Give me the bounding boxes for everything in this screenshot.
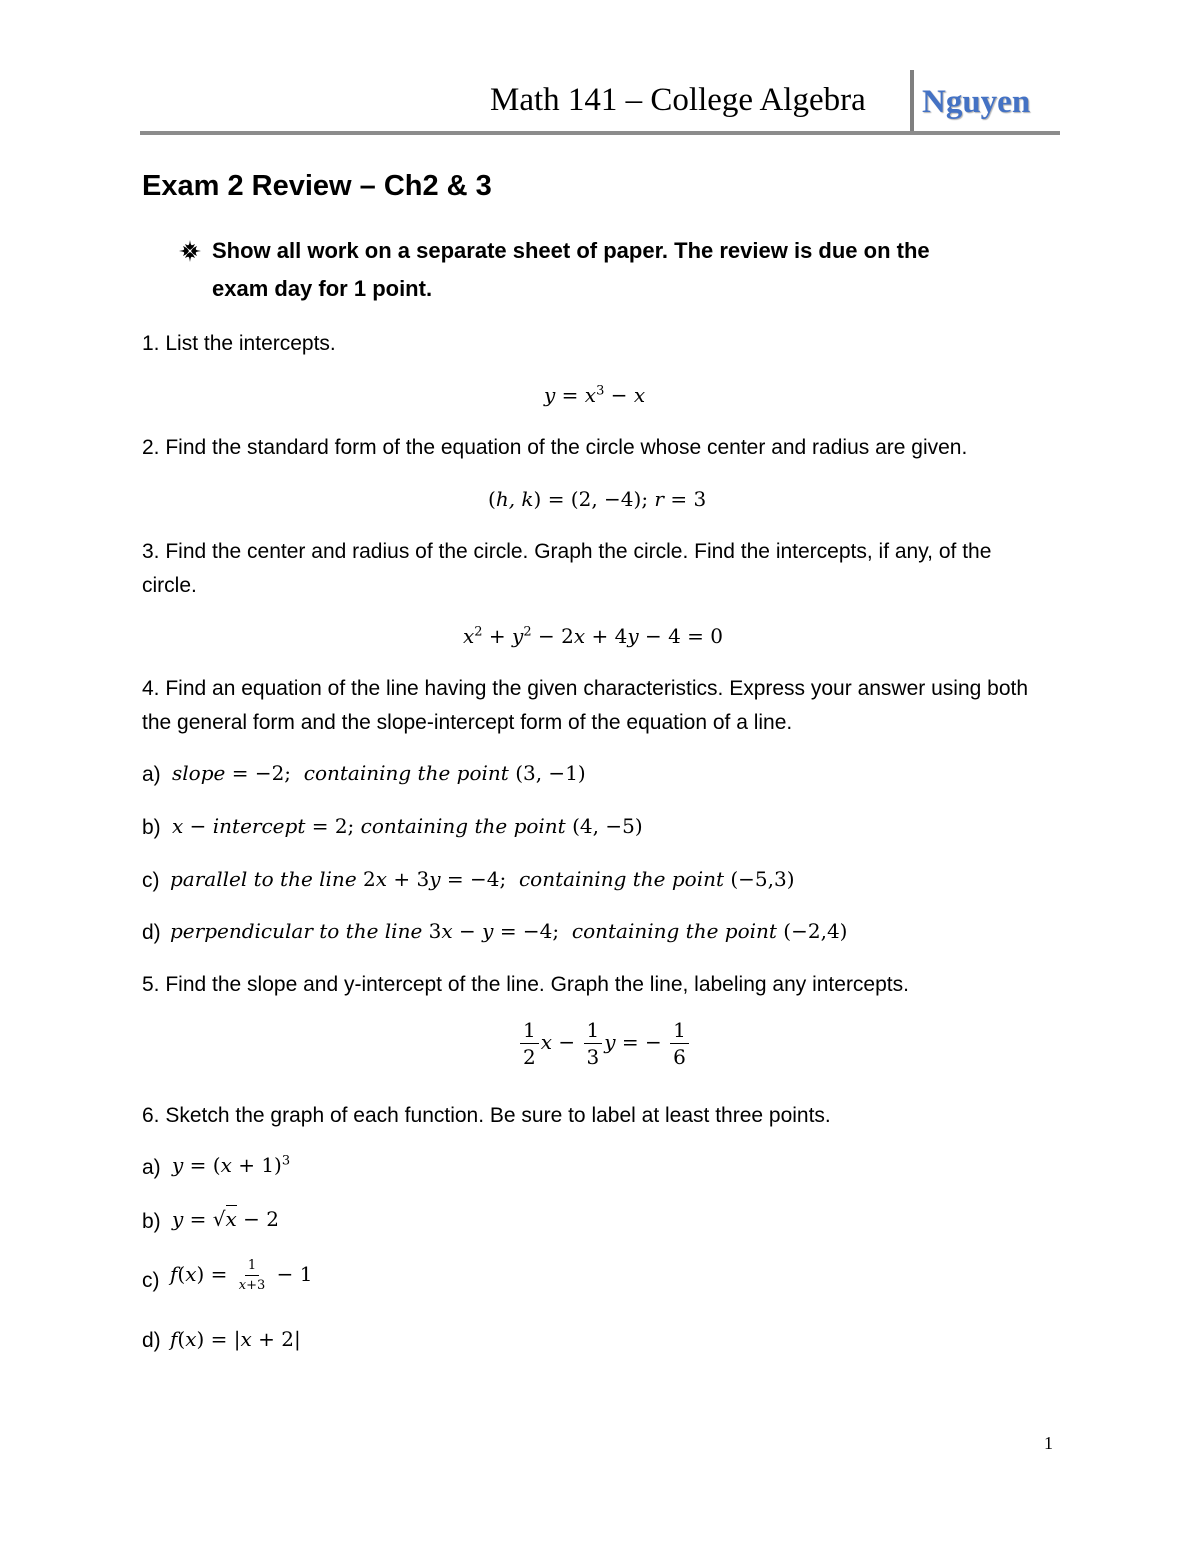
instruction-line-1: Show all work on a separate sheet of paper. The review is due on the [212, 238, 930, 263]
header-rule [140, 131, 1060, 135]
problem-4-text-line-1: 4. Find an equation of the line having the given characteristics. Express your answer using both [142, 677, 1029, 700]
instruction-line-2: exam day for 1 point. [212, 276, 433, 301]
problem-2-equation: (h, k) = (2, −4); r = 3 [488, 487, 707, 511]
problem-4-text-line-2: the general form and the slope-intercept form of the equation of a line. [142, 711, 793, 734]
header-vertical-divider [910, 70, 914, 132]
problem-4a-equation: slope = −2; containing the point (3, −1) [172, 761, 586, 785]
problem-6d-label: d) [142, 1329, 161, 1352]
problem-5-equation: $\frac{1}{2}$ x − $\frac{1}{3}$ y = − $\frac{1}{6}$ [518, 1020, 691, 1067]
problem-5-text: 5. Find the slope and y-intercept of the line. Graph the line, labeling any intercepts. [142, 973, 909, 996]
problem-4c-label: c) [142, 869, 160, 892]
problem-4d-label: d) [142, 921, 161, 944]
problem-4b-label: b) [142, 816, 161, 839]
problem-2-text: 2. Find the standard form of the equation of the circle whose center and radius are given. [142, 436, 968, 459]
problem-4b-equation: x − intercept = 2; containing the point (4, −5) [172, 814, 643, 838]
problem-4c-equation: parallel to the line 2x + 3y = −4; containing the point (−5,3) [170, 867, 795, 891]
problem-3-text-line-1: 3. Find the center and radius of the circle. Graph the circle. Find the intercepts, if any, of the [142, 540, 992, 563]
instructor-name: Nguyen [922, 84, 1031, 120]
page-number: 1 [1044, 1433, 1053, 1453]
page-title: Exam 2 Review – Ch2 & 3 [142, 170, 492, 202]
problem-3-text-line-2: circle. [142, 574, 197, 597]
course-title: Math 141 – College Algebra [490, 82, 866, 118]
problem-6c-equation: f(x) = $\frac{1}{x+3}$ − 1 [170, 1258, 313, 1293]
problem-6b-label: b) [142, 1210, 161, 1233]
problem-6c-label: c) [142, 1269, 160, 1292]
problem-1-equation: $y = x^3 - x$ [544, 383, 646, 407]
problem-6-text: 6. Sketch the graph of each function. Be sure to label at least three points. [142, 1104, 831, 1127]
problem-4d-equation: perpendicular to the line 3x − y = −4; containing the point (−2,4) [170, 919, 848, 943]
problem-6d-equation: f(x) = |x + 2| [170, 1327, 301, 1351]
diamond-bullet-icon [178, 239, 202, 263]
problem-3-equation: $x^2 + y^2 - 2x + 4y - 4 = 0$ [463, 624, 724, 648]
problem-1-text: 1. List the intercepts. [142, 332, 336, 355]
problem-6a-equation: $y = (x + 1)^3$ [172, 1153, 291, 1177]
problem-4a-label: a) [142, 763, 161, 786]
problem-6a-label: a) [142, 1156, 161, 1179]
problem-6b-equation: y = √x − 2 [172, 1207, 279, 1231]
